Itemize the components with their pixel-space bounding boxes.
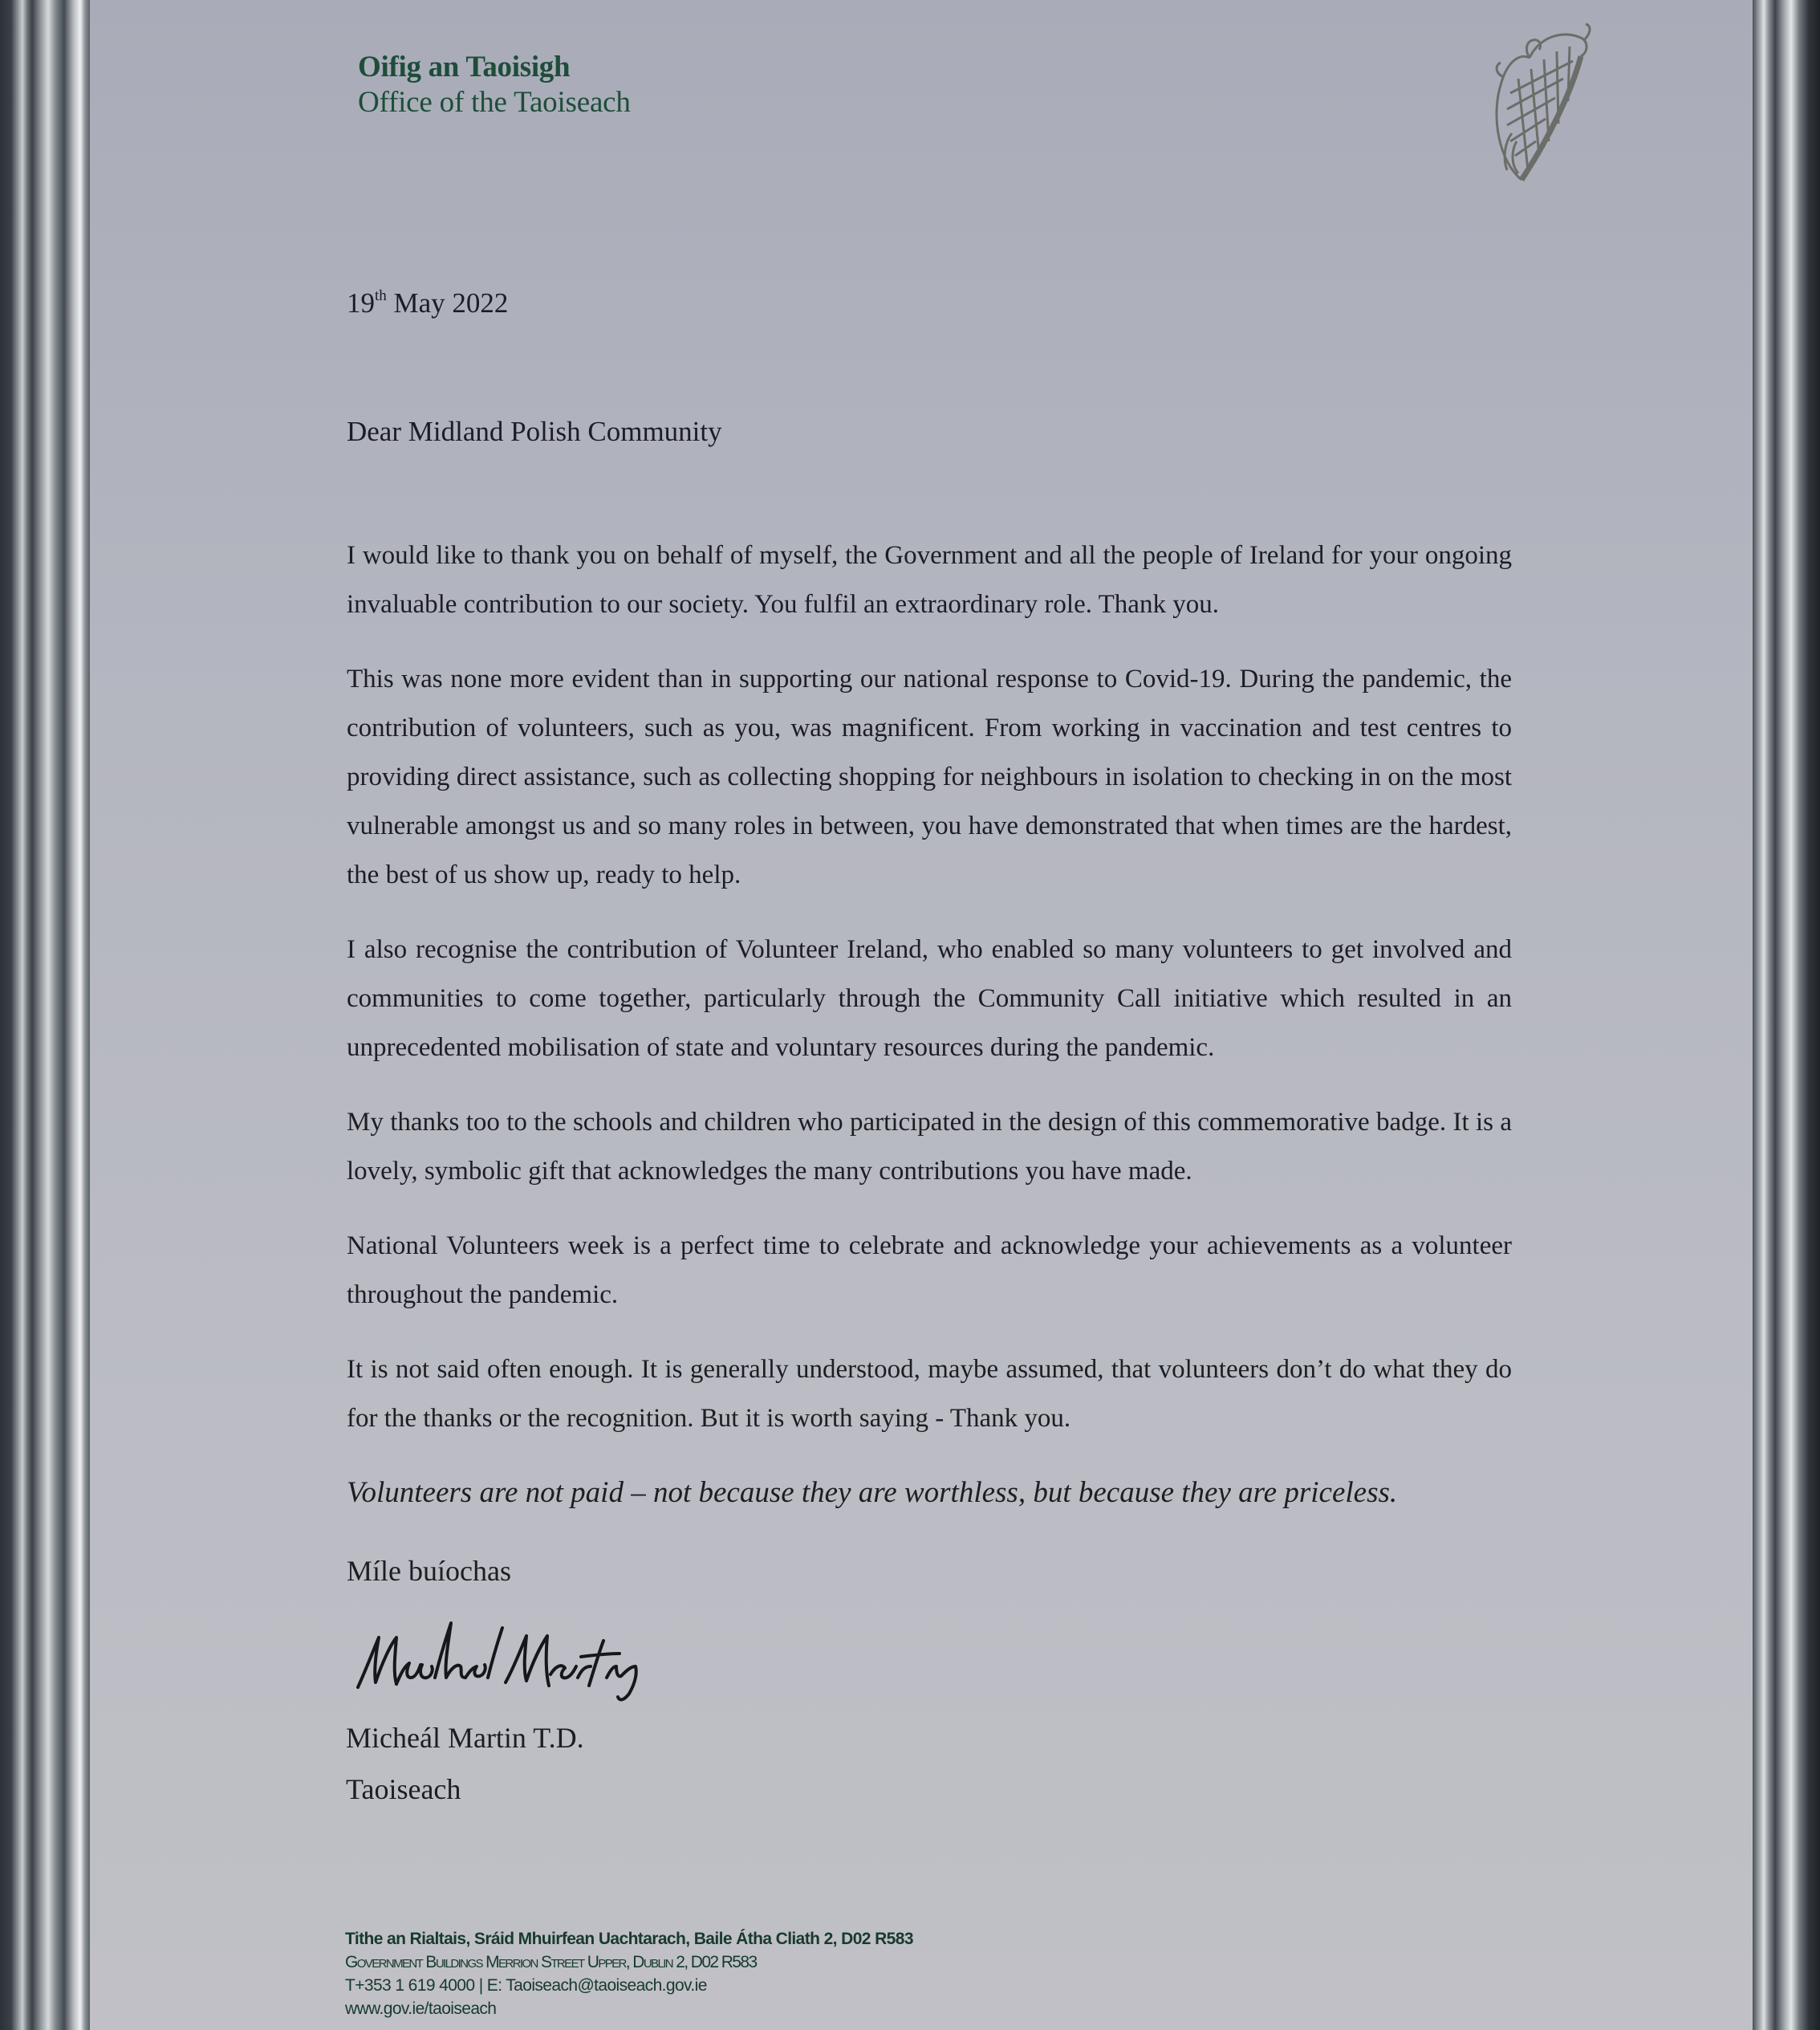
closing-line: Míle buíochas xyxy=(347,1555,511,1587)
footer-address-english: Government Buildings Merrion Street Upper, Dublin 2, D02 R583 xyxy=(345,1953,757,1971)
department-name-english: Office of the Taoiseach xyxy=(358,86,631,119)
letter-date xyxy=(347,287,508,319)
signer-name: Micheál Martin T.D. xyxy=(346,1722,584,1754)
signer-title: Taoiseach xyxy=(346,1773,461,1805)
date-rest: May 2022 xyxy=(386,287,509,319)
letter-body xyxy=(347,531,1512,1536)
footer-address-irish: Tithe an Rialtais, Sráid Mhuirfean Uachtarach, Baile Átha Cliath 2, D02 R583 xyxy=(345,1930,913,1948)
department-name-irish: Oifig an Taoisigh xyxy=(358,51,571,83)
date-suffix: th xyxy=(375,287,387,305)
volunteer-quote: Volunteers are not paid – not because they are worthless, but because they are priceless. xyxy=(347,1476,1398,1509)
footer-website: www.gov.ie/taoiseach xyxy=(345,1999,497,2018)
body-paragraph: I also recognise the contribution of Volunteer Ireland, who enabled so many volunteers to get involved and communities to come together, particularly through the Community Call initiative which resulted in an unprecedented mobilisation of state and voluntary resources during the pandemic. xyxy=(347,935,1512,1062)
date-day: 19 xyxy=(347,287,375,319)
picture-frame-left xyxy=(0,0,90,2030)
salutation: Dear Midland Polish Community xyxy=(347,416,722,447)
letterhead-footer xyxy=(345,1927,913,2020)
body-paragraph: This was none more evident than in supporting our national response to Covid-19. During the pandemic, the contribution of volunteers, such as you, was magnificent. From working in vaccination and test centres to providing direct assistance, such as collecting shopping for neighbours in isolation to checking in on the most vulnerable amongst us and so many roles in between, you have demonstrated that when times are the hardest, the best of us show up, ready to help. xyxy=(347,665,1512,889)
picture-frame-right xyxy=(1753,0,1820,2030)
body-paragraph: It is not said often enough. It is generally understood, maybe assumed, that volunteers don’t do what they do for the thanks or the recognition. But it is worth saying - Thank you. xyxy=(347,1355,1512,1433)
handwritten-signature xyxy=(348,1613,653,1710)
footer-contact: T+353 1 619 4000 | E: Taoiseach@taoiseach.gov.ie xyxy=(345,1976,707,1995)
letter-page xyxy=(90,0,1753,2030)
body-paragraph: My thanks too to the schools and children who participated in the design of this commemorative badge. It is a lovely, symbolic gift that acknowledges the many contributions you have made. xyxy=(347,1108,1512,1186)
body-paragraph: National Volunteers week is a perfect time to celebrate and acknowledge your achievements as a volunteer throughout the pandemic. xyxy=(347,1231,1512,1309)
body-paragraph: I would like to thank you on behalf of myself, the Government and all the people of Ireland for your ongoing invaluable contribution to our society. You fulfil an extraordinary role. Thank you. xyxy=(347,541,1512,619)
harp-icon xyxy=(1483,21,1595,189)
